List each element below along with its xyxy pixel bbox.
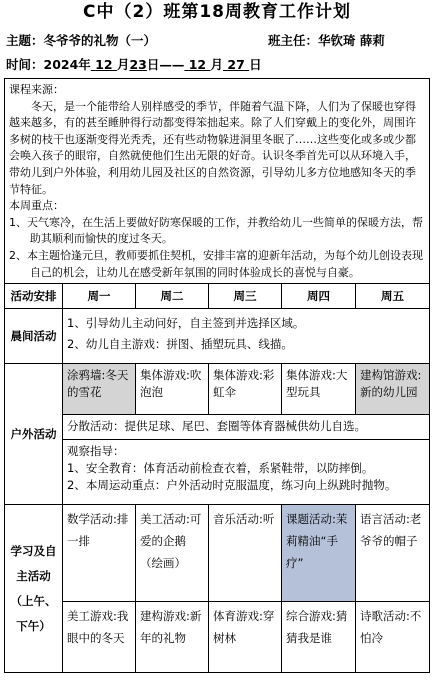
start-month: 12 [95,57,113,72]
date-separator: 日—— [146,57,185,72]
main-activity: 语言活动:老爷爷的帽子 [356,505,430,602]
guide-line: 2、本周运动重点：户外活动时克服温度，练习向上纵跳时抛物。 [67,478,397,493]
main-label-line: 学习及自 [10,543,57,558]
scatter-activity: 分散活动：提供足球、尾巴、套圈等体育器械供幼儿自选。 [63,415,430,440]
day-header: 周一 [63,284,136,309]
main-activity: 课题活动:茉莉精油“手疗” [282,505,356,602]
teacher-label: 班主任： [268,33,319,48]
theme-row [6,32,385,50]
outdoor-game: 建构馆游戏:新的幼儿园 [356,364,430,415]
day-header: 周五 [356,284,430,309]
schedule-header-row [5,284,430,309]
theme-label: 主题： [6,33,44,48]
main-label-line: 主活动 [16,568,51,583]
main-label [5,505,63,673]
source-label: 课程来源： [9,83,64,96]
main-activity: 数学活动:排一排 [63,505,136,602]
schedule-corner: 活动安排 [5,284,63,309]
intro-section [5,79,430,284]
outdoor-game: 集体游戏:彩虹伞 [209,364,282,415]
morning-content [63,309,430,364]
start-day: 23 [129,57,147,72]
end-day: 27 [227,57,245,72]
outdoor-game: 集体游戏:吹泡泡 [136,364,209,415]
morning-row [5,309,430,364]
source-text: 冬天，是一个能带给人别样感受的季节，伴随着气温下降，人们为了保暖也穿得越来越多，有的甚至睡肿得行动都变得笨拙起来。除了人们穿戴上的变化外，周围许多树的枝干也逐渐变得光秃秃，还有些动物躲进洞里冬眠了……这些变化或多或少都会唤入孩子的眼帘，自然就使他们生出无限的好奇。认识冬季首先可以从环境入手，带幼儿到户外体验，利用幼儿园及社区的自然资源，引导幼儿多方位地感知冬天的季节特征。 [9,99,416,196]
main-activity: 综合游戏:猜猜我是谁 [282,602,356,673]
morning-line: 2、幼儿自主游戏：拼图、插塑玩具、线描。 [67,337,293,352]
main-activity: 诗歌活动:不怕冷 [356,602,430,673]
main-activity: 美工活动:可爱的企鹅（绘画） [136,505,209,602]
day-header: 周三 [209,284,282,309]
main-row-2 [5,602,430,673]
teacher-names: 华钦琦 薛莉 [318,33,385,48]
main-row-1 [5,505,430,602]
day-char: 日 [249,57,262,72]
day-header: 周二 [136,284,209,309]
main-activity: 美工游戏:我眼中的冬天 [63,602,136,673]
main-activity: 建构游戏:新年的礼物 [136,602,209,673]
month-char: 月 [210,57,224,72]
morning-label: 晨间活动 [5,309,63,364]
outdoor-label: 户外活动 [5,364,63,505]
time-row [6,56,262,74]
goal-item: 1、天气寒冷，在生活上要做好防寒保暖的工作，并教给幼儿一些简单的保暖方法，帮助其顺利而愉快的度过冬天。 [9,215,423,246]
theme-value: 冬爷爷的礼物（一） [43,33,157,48]
main-activity: 体育游戏:穿树林 [209,602,282,673]
main-activity: 音乐活动:听 [209,505,282,602]
scatter-row [5,415,430,440]
main-label-line: 下午） [16,618,51,633]
time-label: 时间： [6,57,44,72]
end-month: 12 [188,57,207,72]
teacher-field [268,32,385,50]
morning-line: 1、引导幼儿主动问好，自主签到并选择区域。 [67,316,305,331]
guide-line: 1、安全教育：体育活动前检查衣着，系紧鞋带，以防摔倒。 [67,461,374,476]
time-year: 2024年 [43,57,91,72]
plan-table-wrap [4,78,429,673]
outdoor-game: 涂鸦墙:冬天的雪花 [63,364,136,415]
goal-item: 2、本主题恰逢元旦，教师要抓住契机，安排丰富的迎新年活动，为每个幼儿创设表现自己的机会，让幼儿在感受新年氛围的同时体验成长的喜悦与自豪。 [9,248,423,279]
plan-table [4,78,430,673]
guide-row [5,440,430,505]
goals-label: 本周重点： [9,199,64,213]
main-label-line: （上午、 [10,593,57,608]
observation-guide [63,440,430,505]
guide-label: 观察指导： [67,444,125,459]
day-header: 周四 [282,284,356,309]
month-char: 月 [116,57,130,72]
outdoor-game: 集体游戏:大型玩具 [282,364,356,415]
outdoor-games-row [5,364,430,415]
page-title: C中（2）班第18周教育工作计划 [83,2,351,22]
